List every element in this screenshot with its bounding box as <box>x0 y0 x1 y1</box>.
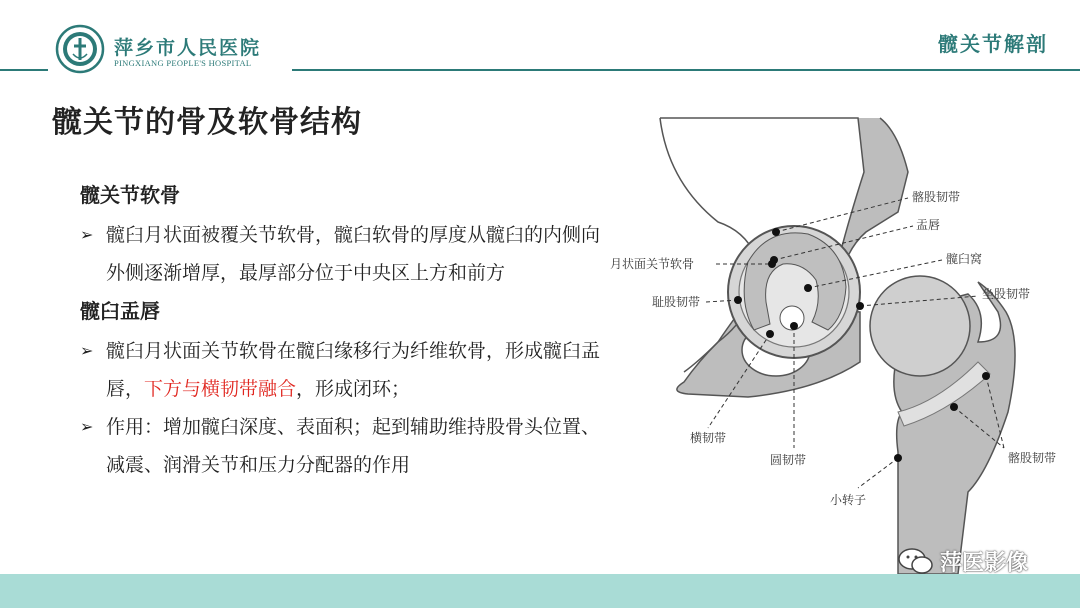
arrow-right-outline-icon: ➢ <box>80 225 94 244</box>
label-ischiofemoral: 坐股韧带 <box>982 287 1031 301</box>
slide-title: 髋关节的骨及软骨结构 <box>52 105 362 140</box>
bullet-item <box>80 332 600 408</box>
footer-band <box>0 574 1080 608</box>
wechat-account-name: 萍医影像 <box>940 551 1029 576</box>
label-round: 圆韧带 <box>770 453 807 467</box>
label-lunate-cartilage: 月状面关节软骨 <box>610 257 695 271</box>
slide-topic: 髋关节解剖 <box>938 32 1048 56</box>
bullet-item <box>80 408 600 484</box>
label-iliofemoral-bottom: 髂股韧带 <box>1008 451 1057 465</box>
label-lesser-trochanter: 小转子 <box>830 493 867 507</box>
femoral-head <box>870 276 970 376</box>
arrow-right-outline-icon: ➢ <box>80 341 94 360</box>
header-divider-right <box>292 69 1080 71</box>
section-heading-labrum: 髋臼盂唇 <box>80 299 160 323</box>
label-labrum: 盂唇 <box>916 218 941 232</box>
bullet-text: 髋臼月状面被覆关节软骨，髋臼软骨的厚度从髋臼的内侧向外侧逐渐增厚，最厚部分位于中央区上方和前方 <box>106 224 601 284</box>
label-transverse: 横韧带 <box>690 431 727 445</box>
header-divider-left <box>0 69 48 71</box>
arrow-right-outline-icon: ➢ <box>80 417 94 436</box>
section-heading-cartilage: 髋关节软骨 <box>80 183 180 207</box>
bullet-text: 作用：增加髋臼深度、表面积；起到辅助维持股骨头位置、减震、润滑关节和压力分配器的作用 <box>106 416 601 476</box>
bullet-text: ，形成闭环； <box>296 378 411 400</box>
hospital-logo-icon <box>55 24 105 74</box>
hip-joint-anatomy-figure <box>598 112 1080 574</box>
hospital-name-en: PINGXIANG PEOPLE'S HOSPITAL <box>114 58 252 68</box>
slide-content <box>80 178 600 484</box>
label-pubofemoral: 耻股韧带 <box>652 295 701 309</box>
highlighted-text: 下方与横韧带融合 <box>144 378 297 400</box>
wechat-icon <box>896 544 936 578</box>
bullet-text: 髋臼月状面关节软骨在髋臼缘移行为纤维软骨，形成髋臼盂唇， <box>106 340 601 400</box>
bullet-item <box>80 216 600 292</box>
header <box>0 0 1080 72</box>
label-iliofemoral-top: 髂股韧带 <box>912 190 961 204</box>
label-acetabular-fossa: 髋臼窝 <box>946 252 983 266</box>
hospital-name-cn: 萍乡市人民医院 <box>114 37 262 59</box>
